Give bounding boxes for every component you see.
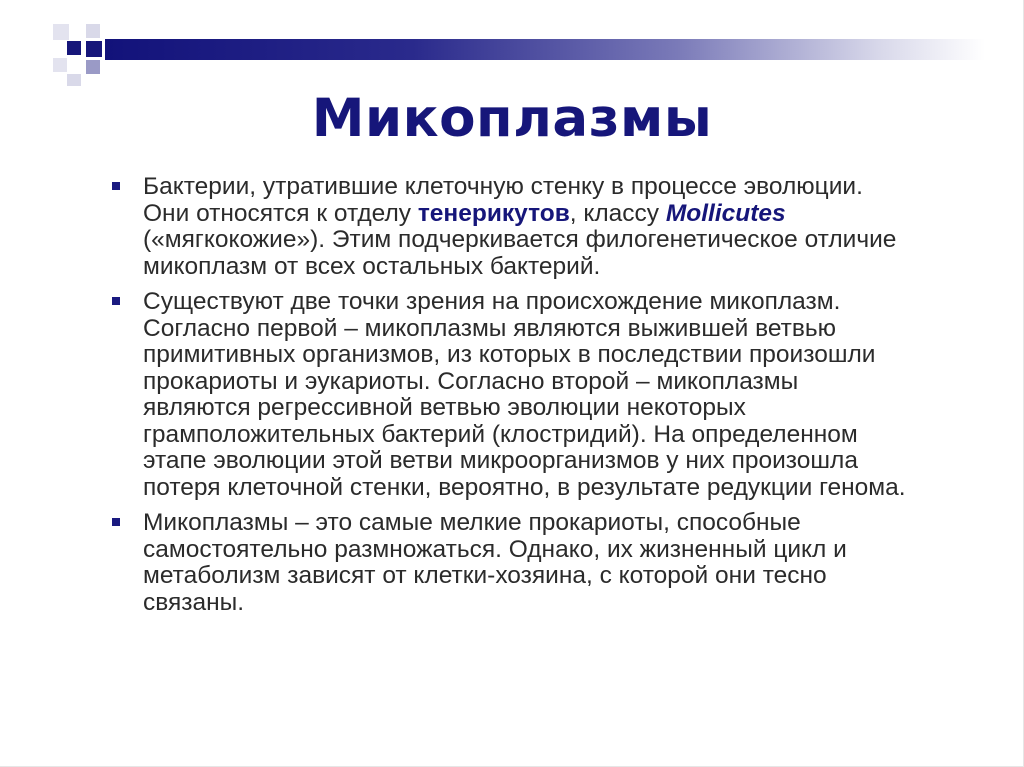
decor-square <box>86 60 100 74</box>
bullet-square-icon <box>112 182 120 190</box>
decor-square <box>53 58 67 72</box>
decor-square <box>67 74 81 86</box>
bullet-item <box>108 289 908 501</box>
bullet-text-part: Бактерии, утратившие клеточную стенку в процессе эволюции. Они относятся к отделу <box>143 173 863 227</box>
highlight-term-italic: Mollicutes <box>665 199 786 227</box>
bullet-text-part: («мягкокожие»). Этим подчеркивается филогенетическое отличие микоплазм от всех остальных бактерий. <box>143 226 897 280</box>
decor-square <box>86 41 102 57</box>
bullet-text: Микоплазмы – это самые мелкие прокариоты, способные самостоятельно размножаться. Однако, их жизненный цикл и метаболизм зависят от клетки-хозяина, с которой они тесно связаны. <box>143 509 847 616</box>
bullet-square-icon <box>112 297 120 305</box>
highlight-term: тенерикутов <box>417 199 570 227</box>
bullet-text <box>143 174 908 280</box>
bullet-item <box>108 510 908 616</box>
decor-square <box>67 41 81 55</box>
decor-square <box>86 24 100 38</box>
bullet-square-icon <box>112 518 120 526</box>
decor-square <box>53 24 69 40</box>
bullet-list <box>108 174 908 625</box>
header-gradient-bar <box>105 39 985 60</box>
bullet-item <box>108 174 908 280</box>
slide-title: Микоплазмы <box>311 88 713 149</box>
bullet-text: Существуют две точки зрения на происхождение микоплазм. Согласно первой – микоплазмы являются выжившей ветвью примитивных организмов, из которых в последствии произошли прокариоты и эукариоты. Согласно второй – микоплазмы являются регрессивной ветвью эволюции некоторых грамположительных бактерий (клостридий). На определенном этапе эволюции этой ветви микроорганизмов у них произошла потеря клеточной стенки, вероятно, в результате редукции генома. <box>143 288 906 501</box>
bullet-text-part: , классу <box>569 199 666 227</box>
